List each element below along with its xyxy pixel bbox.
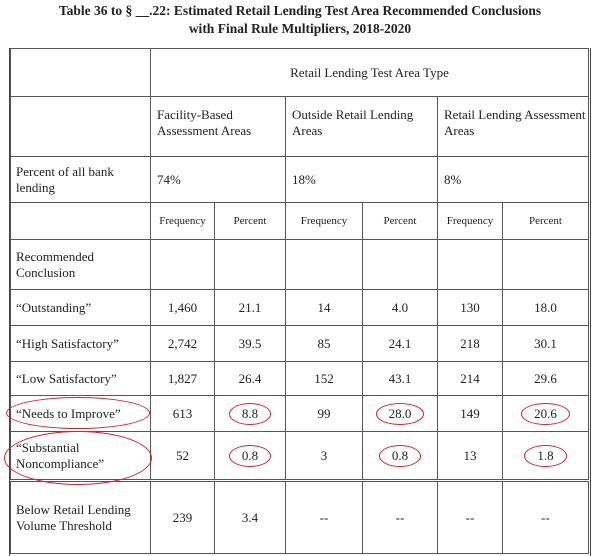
cell: 1,460 [151, 290, 215, 326]
group-header: Retail Lending Test Area Type [151, 49, 589, 97]
cell: 52 [151, 432, 215, 480]
conclusions-table [10, 48, 589, 480]
threshold-label: Below Retail Lending Volume Threshold [11, 482, 151, 554]
cell: 85 [286, 326, 363, 362]
table-row [11, 326, 589, 362]
circled-value: 20.6 [521, 403, 570, 425]
percent-facility: 74% [151, 157, 286, 203]
conclusion-header-row [11, 240, 589, 290]
cell: 13 [438, 432, 503, 480]
row-label: “Outstanding” [11, 290, 151, 326]
sub-header-frequency: Frequency [438, 203, 503, 240]
cell: 218 [438, 326, 503, 362]
circled-value: 8.8 [229, 403, 271, 425]
title-line-1: Table 36 to § __.22: Estimated Retail Lending Test Area Recommended Conclusions [58, 3, 542, 18]
cell: 214 [438, 362, 503, 396]
table-row [11, 432, 589, 480]
table-row [11, 290, 589, 326]
row-label: “Low Satisfactory” [11, 362, 151, 396]
conclusion-label: Recommended Conclusion [11, 240, 151, 290]
corner-cell [11, 49, 151, 97]
circled-value: 0.8 [229, 445, 271, 467]
cell: 29.6 [503, 362, 589, 396]
cell: -- [503, 482, 589, 554]
sub-header-frequency: Frequency [286, 203, 363, 240]
table-frame [9, 48, 591, 556]
percent-outside: 18% [286, 157, 438, 203]
group-header-row [11, 49, 589, 97]
cell: 3.4 [215, 482, 286, 554]
sub-header-percent: Percent [503, 203, 589, 240]
percent-row [11, 157, 589, 203]
cell: 130 [438, 290, 503, 326]
cell: 30.1 [503, 326, 589, 362]
circled-value: 0.8 [379, 445, 421, 467]
sub-header-frequency: Frequency [151, 203, 215, 240]
cell: 39.5 [215, 326, 286, 362]
column-header-row [11, 97, 589, 157]
cell: 43.1 [363, 362, 438, 396]
col-facility-based: Facility-Based Assessment Areas [151, 97, 286, 157]
table-row [11, 396, 589, 432]
cell: 21.1 [215, 290, 286, 326]
row-label: “Needs to Improve” [11, 396, 151, 432]
sub-header-row [11, 203, 589, 240]
cell: 149 [438, 396, 503, 432]
cell: 152 [286, 362, 363, 396]
cell: 99 [286, 396, 363, 432]
circled-value: 1.8 [524, 445, 566, 467]
threshold-row [11, 482, 589, 554]
cell: 3 [286, 432, 363, 480]
percent-row-label: Percent of all bank lending [11, 157, 151, 203]
sub-header-percent: Percent [363, 203, 438, 240]
cell: 18.0 [503, 290, 589, 326]
title-line-2: with Final Rule Multipliers, 2018-2020 [188, 21, 412, 36]
percent-retail: 8% [438, 157, 589, 203]
table-title [0, 2, 600, 38]
row-label: “High Satisfactory” [11, 326, 151, 362]
row-label: “Substantial Noncompliance” [11, 432, 151, 480]
cell: 613 [151, 396, 215, 432]
col-outside-retail: Outside Retail Lending Areas [286, 97, 438, 157]
table-row [11, 362, 589, 396]
col-retail-lending: Retail Lending Assessment Areas [438, 97, 589, 157]
threshold-table [10, 481, 589, 554]
cell: 24.1 [363, 326, 438, 362]
cell: 239 [151, 482, 215, 554]
cell: -- [363, 482, 438, 554]
sub-header-percent: Percent [215, 203, 286, 240]
cell: 26.4 [215, 362, 286, 396]
circled-value: 28.0 [376, 403, 425, 425]
blank-cell [11, 203, 151, 240]
cell: 4.0 [363, 290, 438, 326]
cell: 14 [286, 290, 363, 326]
blank-cell [11, 97, 151, 157]
cell: 1,827 [151, 362, 215, 396]
cell: 2,742 [151, 326, 215, 362]
cell: -- [438, 482, 503, 554]
cell: -- [286, 482, 363, 554]
